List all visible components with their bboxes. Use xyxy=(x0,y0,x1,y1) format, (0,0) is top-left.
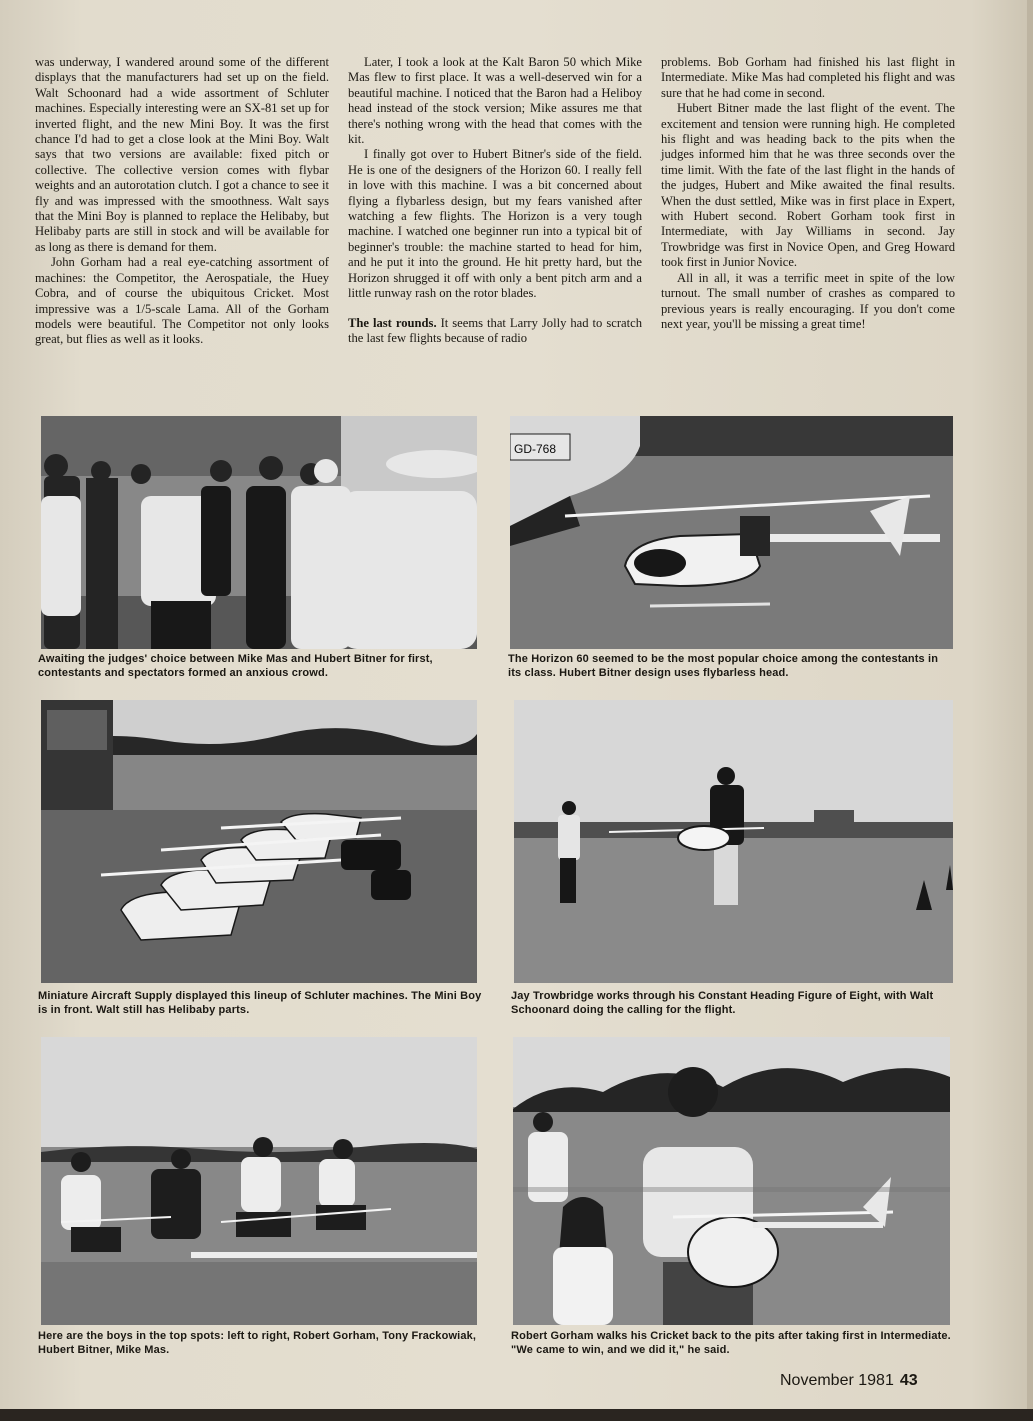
paragraph: was underway, I wandered around some of the different displays that the manufacturers had set up on the field. Walt Schoonard had a wide assortment of Schluter machines. Especially interesting were an SX-81 set up for inverted flight, and the new Mini Boy. It was the first chance I'd had to get a close look at the Mini Boy. Walt says that two versions are available: fixed pitch or collective. The collective version comes with flybar weights and an autorotation clutch. I got a chance to see it fly and was impressed with the smoothness. Walt says that the Mini Boy is planned to replace the Helibaby, but Helibaby parts are still in stock and will be available for as long as there is demand for them. xyxy=(35,55,329,254)
article-column-1 xyxy=(35,55,329,348)
paragraph: John Gorham had a real eye-catching assortment of machines: the Competitor, the Aerospatiale, the Huey Cobra, and of course the ubiquitous Cricket. Most impressive was a 1/5-scale Lama. All of the Gorham models were beautiful. The Competitor not only looks great, but flies as well as it looks. xyxy=(35,255,329,347)
caption-trowbridge-flight: Jay Trowbridge works through his Constant Heading Figure of Eight, with Walt Schoonard doing the calling for the flight. xyxy=(511,990,934,1016)
photo-crowd xyxy=(41,416,477,649)
caption-crowd: Awaiting the judges' choice between Mike Mas and Hubert Bitner for first, contestants and spectators formed an anxious crowd. xyxy=(38,653,433,679)
photo-gorham-cricket xyxy=(513,1037,950,1325)
paragraph: problems. Bob Gorham had finished his last flight in Intermediate. Mike Mas had completed his flight and was sure that he had come in second. xyxy=(661,55,955,100)
subhead-text: It seems that Larry Jolly had to scratch the last few flights because of radio xyxy=(348,315,642,345)
paragraph: Later, I took a look at the Kalt Baron 50 which Mike Mas flew to first place. It was a well-deserved win for a beautiful machine. I noticed that the Baron had a Heliboy head instead of the stock version; Mike assures me that there's nothing wrong with the head that comes with the kit. xyxy=(348,55,642,147)
caption-top-four: Here are the boys in the top spots: left to right, Robert Gorham, Tony Frackowiak, Hubert Bitner, Mike Mas. xyxy=(38,1330,477,1356)
subhead-last-rounds: The last rounds. xyxy=(348,315,437,330)
caption-schluter-lineup: Miniature Aircraft Supply displayed this lineup of Schluter machines. The Mini Boy is in front. Walt still has Helibaby parts. xyxy=(38,990,482,1016)
issue-date: November 1981 xyxy=(780,1372,894,1389)
article-column-2 xyxy=(348,55,642,346)
photo-schluter-lineup xyxy=(41,700,477,983)
caption-horizon-60: The Horizon 60 seemed to be the most popular choice among the contestants in its class. Hubert Bitner design uses flybarless head. xyxy=(508,653,939,679)
paragraph: All in all, it was a terrific meet in spite of the low turnout. The small number of crashes as compared to previous years is really encouraging. If you don't come next year, you'll be missing a great time! xyxy=(661,270,955,331)
paragraph: Hubert Bitner made the last flight of the event. The excitement and tension were running high. He completed his flight and was heading back to the pits when the judges informed him that he was three seconds over the time limit. With the fate of the last flight in the hands of the judges, Hubert and Mike awaited the final results. When the dust settled, Mike was in first place in Expert, with Hubert second. Robert Gorham took first in Intermediate, with Jay Williams in second. Jay Trowbridge was first in Novice Open, and Greg Howard took first in Junior Novice. xyxy=(661,101,955,270)
page-footer xyxy=(780,1372,918,1390)
photo-horizon-60 xyxy=(510,416,953,649)
scan-bottom-edge xyxy=(0,1409,1033,1421)
subhead-paragraph xyxy=(348,316,642,347)
photo-top-four xyxy=(41,1037,477,1325)
page-number: 43 xyxy=(899,1372,918,1389)
article-column-3 xyxy=(661,55,955,332)
license-plate-text: GD-768 xyxy=(514,442,557,456)
caption-gorham-cricket: Robert Gorham walks his Cricket back to the pits after taking first in Intermediate. "We came to win, and we did it," he said. xyxy=(511,1330,951,1356)
paragraph: I finally got over to Hubert Bitner's side of the field. He is one of the designers of the Horizon 60. I really fell in love with this machine. I was a bit concerned about flying a flybarless design, but my fears vanished after watching a few flights. The Horizon is a very tough machine. I watched one beginner run into a typical bit of beginner's trouble: the machine started to head for him, and he put it into the ground. He hit pretty hard, but the Horizon shrugged it off with only a bent pitch arm and a little runway rash on the rotor blades. xyxy=(348,147,642,301)
photo-trowbridge-flight xyxy=(514,700,953,983)
page-edge xyxy=(1027,0,1033,1421)
